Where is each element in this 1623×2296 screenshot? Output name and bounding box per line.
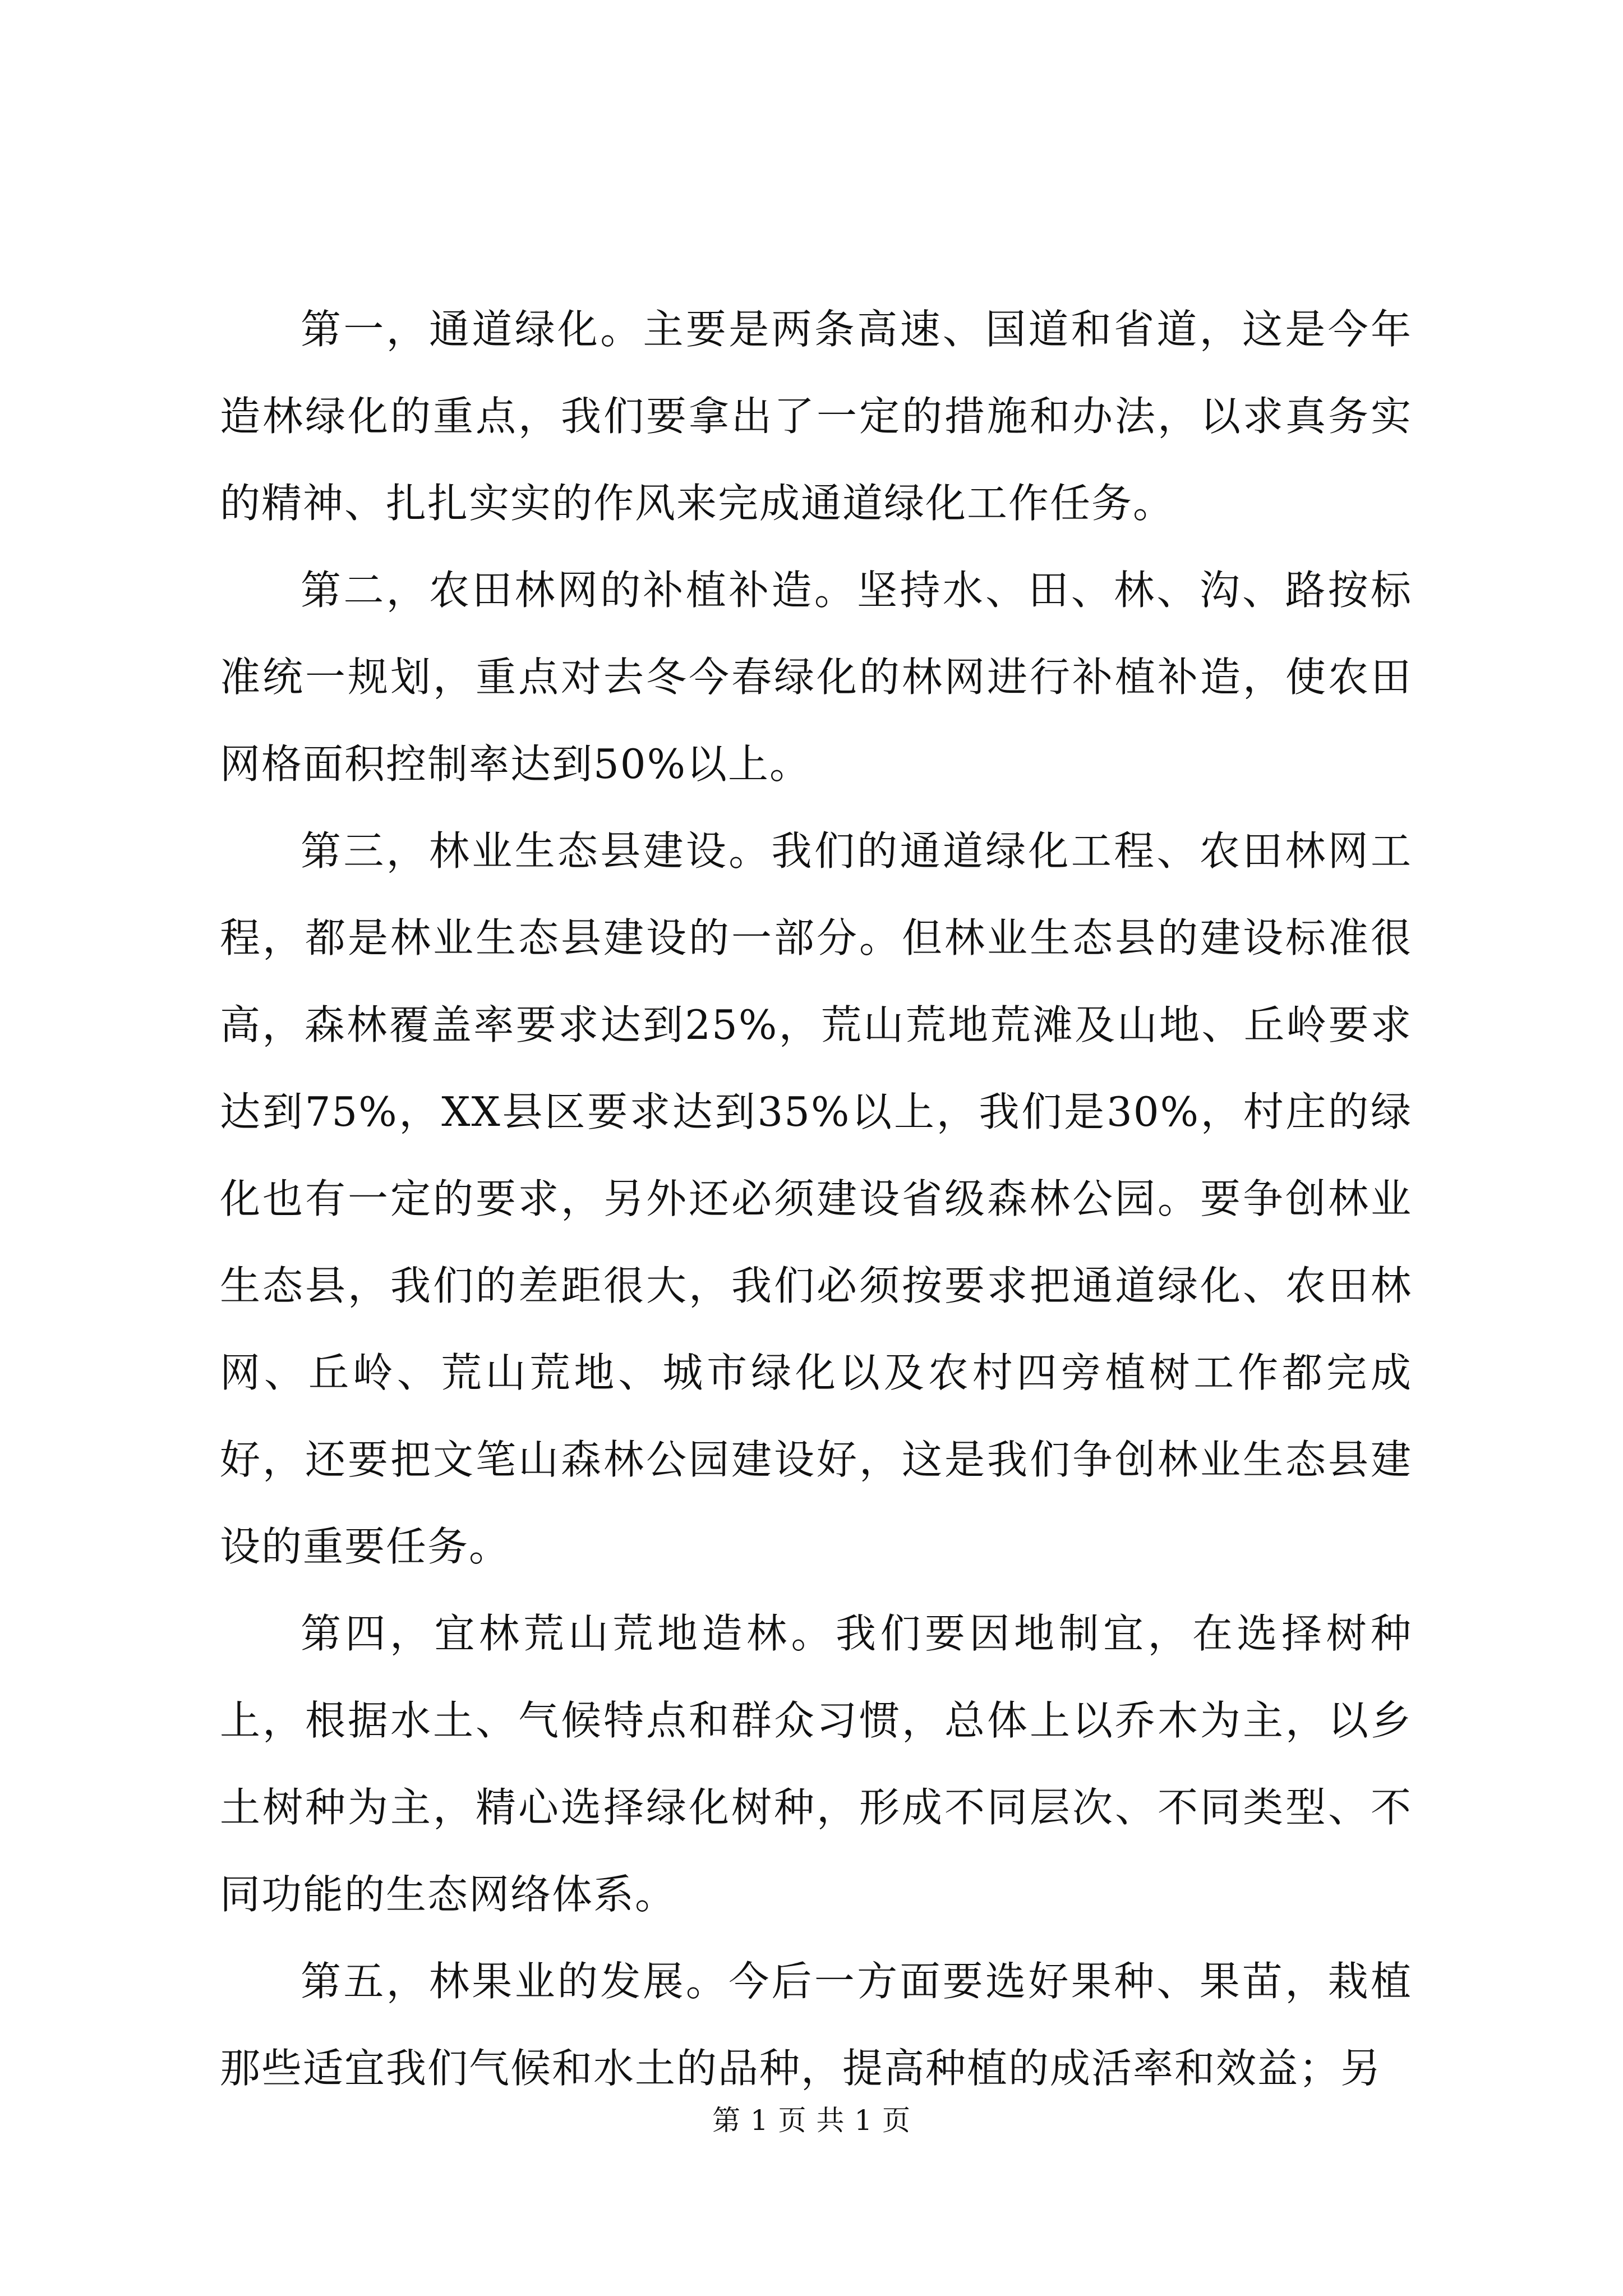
document-body [220,286,1412,2112]
paragraph-4: 第四，宜林荒山荒地造林。我们要因地制宜，在选择树种上，根据水土、气候特点和群众习惯，总体上以乔木为主，以乡土树种为主，精心选择绿化树种，形成不同层次、不同类型、不同功能的生态网络体系。 [220,1610,1412,1918]
paragraph-3: 第三，林业生态县建设。我们的通道绿化工程、农田林网工程，都是林业生态县建设的一部分。但林业生态县的建设标准很高，森林覆盖率要求达到25%，荒山荒地荒滩及山地、丘岭要求达到75%，XX县区要求达到35%以上，我们是30%，村庄的绿化也有一定的要求，另外还必须建设省级森林公园。要争创林业生态县，我们的差距很大，我们必须按要求把通道绿化、农田林网、丘岭、荒山荒地、城市绿化以及农村四旁植树工作都完成好，还要把文笔山森林公园建设好，这是我们争创林业生态县建设的重要任务。 [220,827,1412,1570]
paragraph-1: 第一，通道绿化。主要是两条高速、国道和省道，这是今年造林绿化的重点，我们要拿出了一定的措施和办法，以求真务实的精神、扎扎实实的作风来完成通道绿化工作任务。 [220,306,1412,527]
page-footer: 第 1 页 共 1 页 [712,2104,911,2137]
paragraph-2: 第二，农田林网的补植补造。坚持水、田、林、沟、路按标准统一规划，重点对去冬今春绿化的林网进行补植补造，使农田网格面积控制率达到50%以上。 [220,567,1412,788]
paragraph-5: 第五，林果业的发展。今后一方面要选好果种、果苗，栽植那些适宜我们气候和水土的品种，提高种植的成活率和效益；另 [220,1958,1412,2092]
